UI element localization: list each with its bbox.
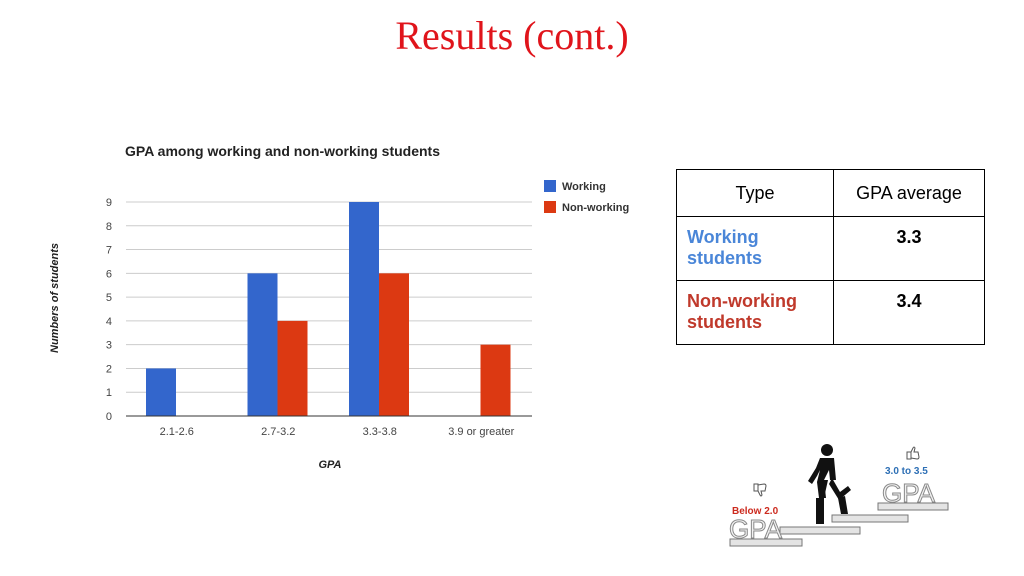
table-row — [677, 281, 985, 345]
high-gpa-word: GPA — [882, 478, 935, 508]
slide-title: Results (cont.) — [395, 13, 629, 58]
low-gpa-label: Below 2.0 — [732, 506, 779, 517]
gpa-stairs-illustration — [720, 440, 960, 552]
x-tick-label: 3.9 or greater — [448, 426, 515, 438]
x-tick-label: 3.3-3.8 — [362, 426, 397, 438]
y-tick-label: 0 — [105, 411, 112, 423]
chart-grid — [126, 202, 532, 392]
y-tick-label: 5 — [105, 292, 112, 305]
low-gpa-word: GPA — [729, 514, 782, 544]
y-tick-label: 9 — [105, 197, 112, 209]
bar-non-working — [481, 345, 511, 416]
table-cell-gpa: 3.4 — [834, 281, 985, 345]
high-gpa-label: 3.0 to 3.5 — [885, 466, 928, 477]
y-axis-ticks — [106, 197, 112, 423]
table-row — [677, 217, 985, 281]
y-tick-label: 2 — [105, 363, 112, 376]
bar-non-working — [379, 273, 409, 416]
table-header-type: Type — [677, 170, 834, 217]
y-axis-label: Numbers of students — [49, 242, 61, 354]
bar-working — [146, 368, 176, 416]
chart-title: GPA among working and non-working students — [125, 143, 440, 159]
legend-label: Working — [562, 181, 606, 193]
bar-working — [248, 273, 278, 416]
x-axis-label: GPA — [318, 459, 342, 471]
y-tick-label: 4 — [105, 315, 112, 328]
y-tick-label: 6 — [105, 268, 112, 281]
bar-chart — [40, 130, 650, 480]
table-header-gpa-average: GPA average — [834, 170, 985, 217]
chart-legend — [544, 180, 629, 214]
table-cell-gpa: 3.3 — [834, 217, 985, 281]
y-tick-label: 8 — [105, 220, 112, 233]
chart-bars — [146, 202, 511, 416]
y-tick-label: 3 — [105, 339, 112, 352]
bar-non-working — [278, 321, 308, 416]
gpa-average-table — [676, 169, 985, 345]
x-axis-ticks — [160, 426, 515, 438]
x-tick-label: 2.7-3.2 — [261, 426, 296, 438]
legend-label: Non-working — [562, 202, 630, 214]
table-cell-type: Working students — [677, 217, 834, 281]
table-cell-type: Non-working students — [677, 281, 834, 345]
thumbs-down-icon — [754, 484, 766, 496]
legend-swatch — [544, 201, 556, 213]
bar-working — [349, 202, 379, 416]
legend-swatch — [544, 180, 556, 192]
y-tick-label: 1 — [105, 387, 112, 400]
y-tick-label: 7 — [105, 244, 112, 257]
x-tick-label: 2.1-2.6 — [159, 426, 194, 438]
thumbs-up-icon — [907, 447, 919, 459]
walking-person-icon — [808, 444, 851, 524]
